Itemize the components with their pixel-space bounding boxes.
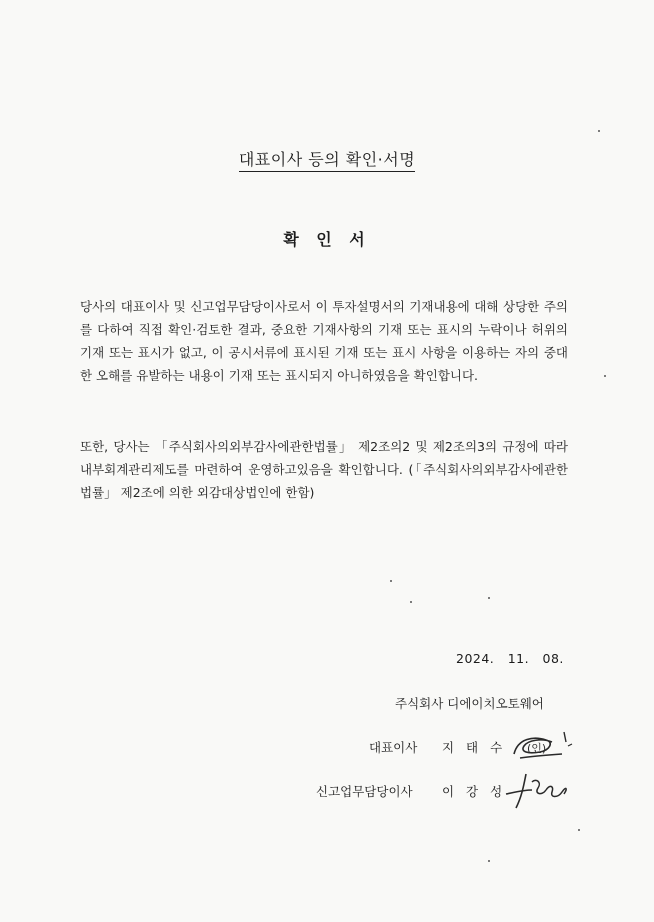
scan-speck (578, 829, 580, 831)
seal-mark: (인) (527, 742, 547, 755)
signatory-role: 대표이사 (369, 740, 418, 755)
company-name: 주식회사 디에이치오토웨어 (395, 696, 544, 711)
scan-speck (604, 375, 606, 377)
document-date: 2024. 11. 08. (456, 651, 564, 666)
document-subtitle: 확 인 서 (283, 230, 371, 249)
signatory-role: 신고업무담당이사 (316, 784, 413, 799)
ceo-signature (506, 728, 576, 766)
document-title-text: 대표이사 등의 확인·서명 (239, 150, 415, 172)
scan-speck (410, 601, 412, 603)
confirmation-paragraph: 당사의 대표이사 및 신고업무담당이사로서 이 투자설명서의 기재내용에 대해 상당한 주의를 다하여 직접 확인·검토한 결과, 중요한 기재사항의 기재 또는 표시의 누락이나 허위의 기재 또는 표시가 없고, 이 공시서류에 표시된 기재 또는 표시 사항을 이용하는 자의 중대한 오해를 유발하는 내용이 기재 또는 표시되지 아니하였음을 확인합니다. (80, 299, 568, 383)
scan-speck (488, 597, 490, 599)
internal-control-paragraph: 또한, 당사는 「주식회사의외부감사에관한법률」 제2조의2 및 제2조의3의 규정에 따라 내부회계관리제도를 마련하여 운영하고있음을 확인합니다. (「주식회사의외부감사에관한법률」 제2조에 의한 외감대상법인에 한함) (80, 439, 568, 500)
director-signature (502, 768, 572, 812)
signatory-name: 지 태 수 (442, 740, 507, 755)
scan-speck (598, 130, 600, 132)
document-title (0, 150, 654, 170)
scan-speck (488, 860, 490, 862)
scan-speck (390, 580, 392, 582)
signatory-name: 이 강 성 (442, 784, 507, 799)
